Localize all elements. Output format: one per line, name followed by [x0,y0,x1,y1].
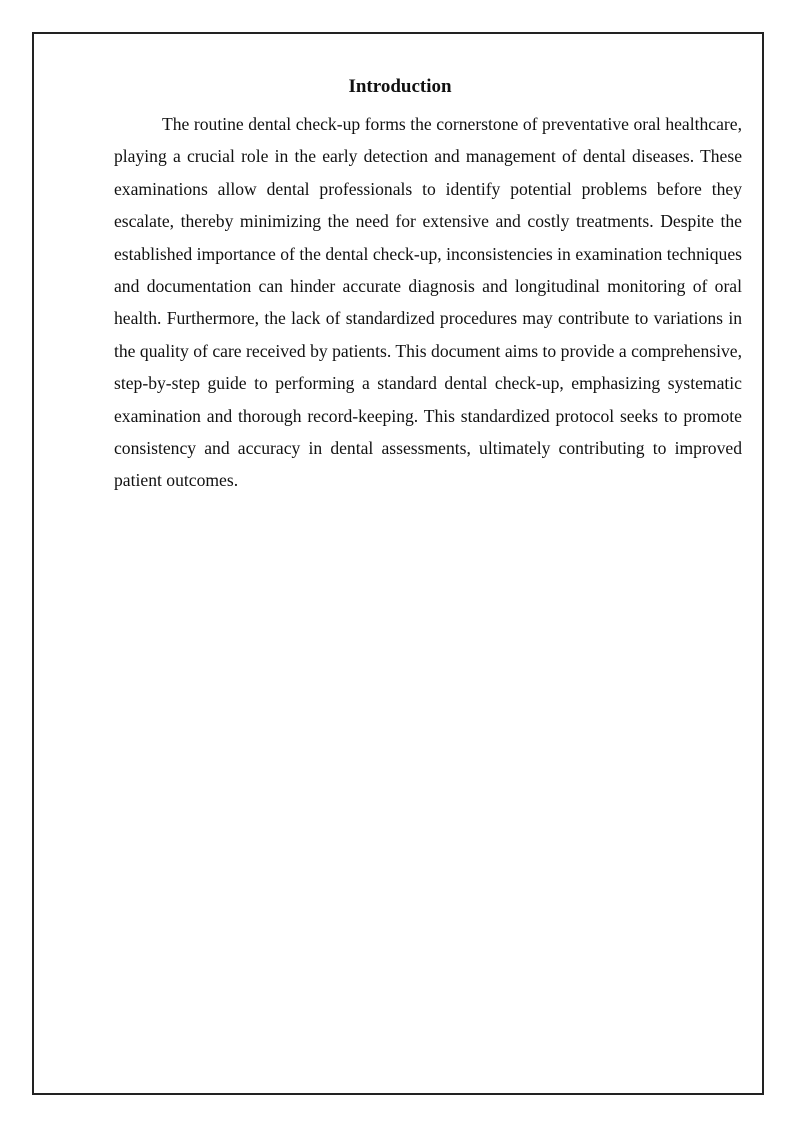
section-heading: Introduction [348,76,452,97]
introduction-paragraph: The routine dental check-up forms the cornerstone of preventative oral healthcare, playing a crucial role in the early detection and management of dental diseases. These examinations allow dental professionals to identify potential problems before they escalate, thereby minimizing the need for extensive and costly treatments. Despite the established importance of the dental check-up, inconsistencies in examination techniques and documentation can hinder accurate diagnosis and longitudinal monitoring of oral health. Furthermore, the lack of standardized procedures may contribute to variations in the quality of care received by patients. This document aims to provide a comprehensive, step-by-step guide to performing a standard dental check-up, emphasizing systematic examination and thorough record-keeping. This standardized protocol seeks to promote consistency and accuracy in dental assessments, ultimately contributing to improved patient outcomes. [114,114,742,491]
